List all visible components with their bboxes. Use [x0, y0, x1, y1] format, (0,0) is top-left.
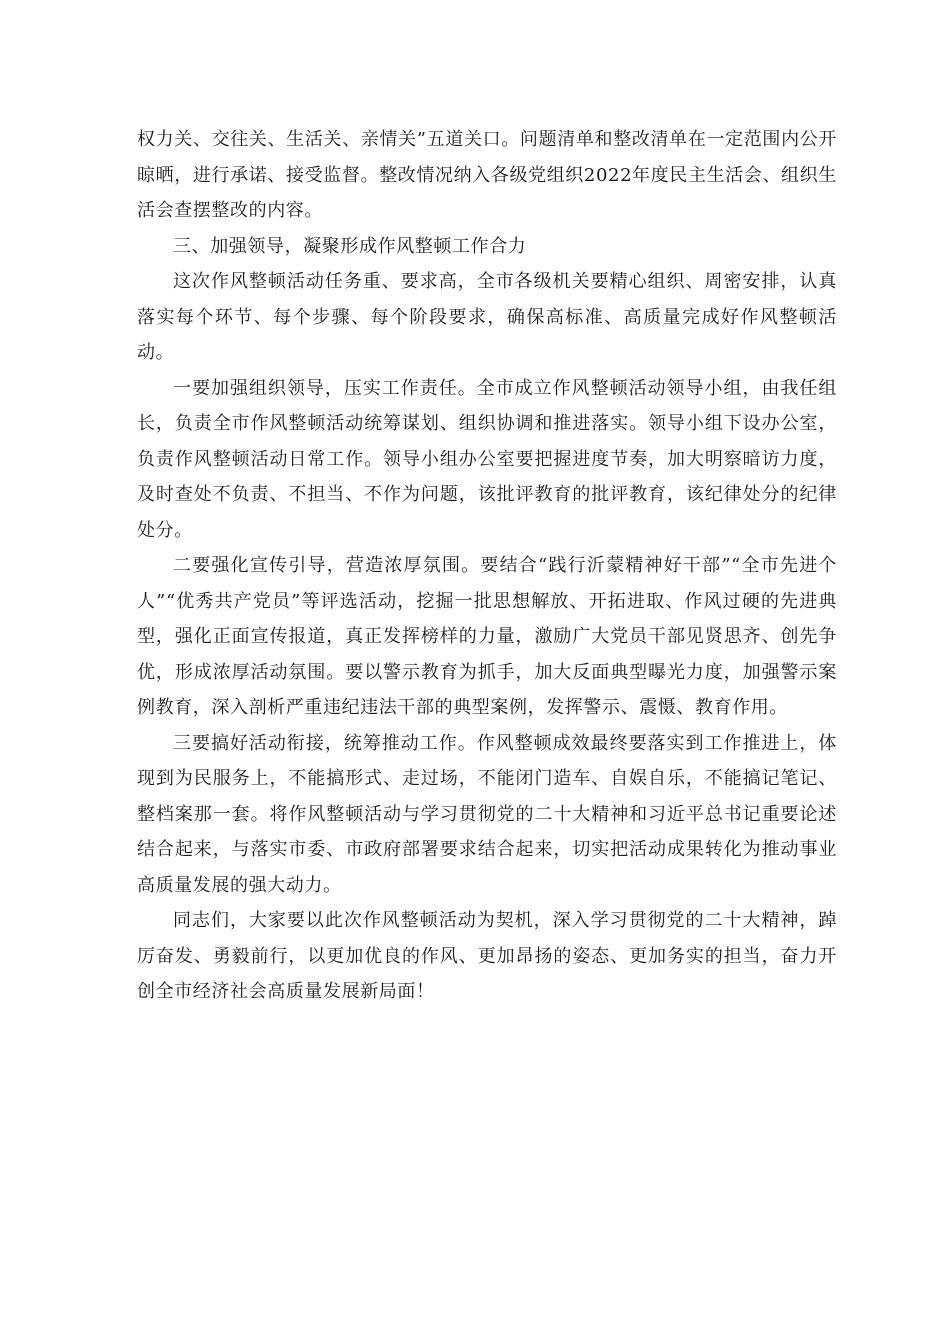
paragraph-publicity: 二要强化宣传引导，营造浓厚氛围。要结合“践行沂蒙精神好干部”“全市先进个人”“优秀共产党员”等评选活动，挖掘一批思想解放、开拓进取、作风过硬的先进典型，强化正面宣传报道，真正发挥榜样的力量，激励广大党员干部见贤思齐、创先争优，形成浓厚活动氛围。要以警示教育为抓手，加大反面典型曝光力度，加强警示案例教育，深入剖析严重违纪违法干部的典型案例，发挥警示、震慑、教育作用。 — [137, 555, 837, 718]
paragraph-continued: 权力关、交往关、生活关、亲情关”五道关口。问题清单和整改清单在一定范围内公开晾晒，进行承诺、接受监督。整改情况纳入各级党组织2022年度民主生活会、组织生活会查摆整改的内容。 — [137, 129, 837, 221]
paragraph-closing: 同志们，大家要以此次作风整顿活动为契机，深入学习贯彻党的二十大精神，踔厉奋发、勇毅前行，以更加优良的作风、更加昂扬的姿态、更加务实的担当，奋力开创全市经济社会高质量发展新局面！ — [137, 910, 837, 1002]
document-body — [137, 122, 837, 1010]
paragraph-intro: 这次作风整顿活动任务重、要求高，全市各级机关要精心组织、周密安排，认真落实每个环节、每个步骤、每个阶段要求，确保高标准、高质量完成好作风整顿活动。 — [137, 271, 837, 363]
paragraph-leadership: 一要加强组织领导，压实工作责任。全市成立作风整顿活动领导小组，由我任组长，负责全市作风整顿活动统筹谋划、组织协调和推进落实。领导小组下设办公室，负责作风整顿活动日常工作。领导小组办公室要把握进度节奏，加大明察暗访力度，及时查处不负责、不担当、不作为问题，该批评教育的批评教育，该纪律处分的纪律处分。 — [137, 377, 837, 541]
section-heading: 三、加强领导，凝聚形成作风整顿工作合力 — [173, 235, 527, 257]
paragraph-coordination: 三要搞好活动衔接，统筹推动工作。作风整顿成效最终要落实到工作推进上，体现到为民服务上，不能搞形式、走过场，不能闭门造车、自娱自乐，不能搞记笔记、整档案那一套。将作风整顿活动与学习贯彻党的二十大精神和习近平总书记重要论述结合起来，与落实市委、市政府部署要求结合起来，切实把活动成果转化为推动事业高质量发展的强大动力。 — [137, 732, 837, 896]
